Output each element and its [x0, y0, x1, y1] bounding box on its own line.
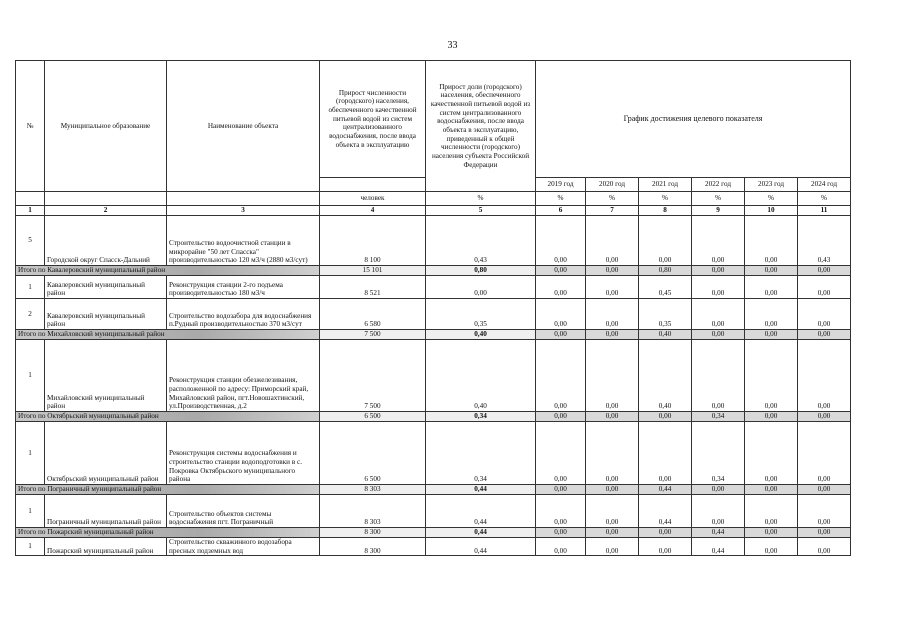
subtotal-year-value: 0,00 [536, 485, 586, 495]
row-population: 6 500 [320, 422, 426, 485]
unit-percent: % [426, 192, 536, 206]
row-share: 0,40 [426, 340, 536, 412]
row-year-value: 0,00 [692, 299, 745, 330]
row-share: 0,00 [426, 276, 536, 299]
header-object: Наименование объекта [167, 61, 320, 192]
row-year-value: 0,00 [745, 216, 798, 266]
row-number: 1 [16, 422, 45, 485]
row-number: 2 [16, 299, 45, 330]
header-year: 2024 год [798, 178, 851, 192]
row-year-value: 0,00 [536, 538, 586, 556]
row-share: 0,43 [426, 216, 536, 266]
row-year-value: 0,00 [536, 422, 586, 485]
subtotal-population: 8 303 [320, 485, 426, 495]
subtotal-row [16, 412, 851, 422]
table-body [16, 216, 851, 556]
row-population: 6 580 [320, 299, 426, 330]
row-population: 8 303 [320, 495, 426, 528]
row-number: 1 [16, 495, 45, 528]
header-schedule: График достижения целевого показателя [536, 61, 851, 178]
subtotal-share: 0,40 [426, 330, 536, 340]
subtotal-year-value: 0,00 [692, 330, 745, 340]
subtotal-year-value: 0,00 [798, 412, 851, 422]
subtotal-year-value: 0,00 [586, 485, 639, 495]
page-number: 33 [447, 40, 458, 51]
subtotal-label: Итого по Пожарский муниципальный район [16, 528, 320, 538]
subtotal-year-value: 0,44 [692, 528, 745, 538]
column-number: 2 [45, 206, 167, 216]
unit-year-percent: % [745, 192, 798, 206]
table-row [16, 299, 851, 330]
row-object-name: Строительство скважинного водозабора пресных подземных вод [167, 538, 320, 556]
row-share: 0,44 [426, 538, 536, 556]
row-year-value: 0,00 [692, 216, 745, 266]
table-row [16, 216, 851, 266]
subtotal-year-value: 0,00 [536, 330, 586, 340]
subtotal-year-value: 0,34 [692, 412, 745, 422]
row-year-value: 0,00 [586, 340, 639, 412]
table-row [16, 495, 851, 528]
subtotal-population: 6 500 [320, 412, 426, 422]
column-number: 3 [167, 206, 320, 216]
row-year-value: 0,00 [639, 422, 692, 485]
subtotal-year-value: 0,00 [745, 330, 798, 340]
row-year-value: 0,00 [536, 299, 586, 330]
row-object-name: Строительство водозабора для водоснабжения п.Рудный производительностью 370 м3/сут [167, 299, 320, 330]
header-units-row [16, 192, 851, 206]
subtotal-year-value: 0,00 [692, 266, 745, 276]
row-year-value: 0,00 [745, 340, 798, 412]
table-row [16, 538, 851, 556]
subtotal-year-value: 0,00 [536, 412, 586, 422]
subtotal-year-value: 0,00 [586, 412, 639, 422]
row-municipality: Кавалеровский муниципальный район [45, 299, 167, 330]
row-year-value: 0,00 [586, 299, 639, 330]
header-growth-share: Прирост доли (городского) населения, обеспеченного качественной питьевой водой из систем централизованного водоснабжения, после ввода объекта в эксплуатацию, приведенный к общей численности (городского) населения субъекта Российской Федерации [426, 61, 536, 192]
table-row [16, 340, 851, 412]
row-year-value: 0,45 [639, 276, 692, 299]
row-municipality: Пограничный муниципальный район [45, 495, 167, 528]
subtotal-label: Итого по Октябрьский муниципальный район [16, 412, 320, 422]
row-year-value: 0,00 [745, 299, 798, 330]
row-object-name: Реконструкция системы водоснабжения и строительство станции водоподготовки в с. Покровка Октябрьского муниципального района [167, 422, 320, 485]
row-share: 0,35 [426, 299, 536, 330]
subtotal-year-value: 0,00 [745, 528, 798, 538]
row-municipality: Городской округ Спасск-Дальний [45, 216, 167, 266]
unit-people: человек [320, 192, 426, 206]
subtotal-year-value: 0,00 [798, 330, 851, 340]
row-object-name: Реконструкция станции 2-го подъема производительностью 180 м3/ч [167, 276, 320, 299]
row-year-value: 0,00 [692, 340, 745, 412]
row-year-value: 0,00 [586, 422, 639, 485]
row-number: 5 [16, 216, 45, 266]
subtotal-label: Итого по Михайловский муниципальный район [16, 330, 320, 340]
subtotal-year-value: 0,00 [586, 528, 639, 538]
subtotal-row [16, 266, 851, 276]
column-number: 4 [320, 206, 426, 216]
subtotal-row [16, 485, 851, 495]
subtotal-share: 0,44 [426, 485, 536, 495]
row-year-value: 0,34 [692, 422, 745, 485]
column-number: 11 [798, 206, 851, 216]
row-year-value: 0,00 [745, 276, 798, 299]
column-number: 1 [16, 206, 45, 216]
subtotal-year-value: 0,00 [536, 528, 586, 538]
table-row [16, 422, 851, 485]
subtotal-year-value: 0,00 [745, 266, 798, 276]
table-row [16, 276, 851, 299]
row-year-value: 0,00 [745, 422, 798, 485]
row-municipality: Кавалеровский муниципальный район [45, 276, 167, 299]
subtotal-row [16, 330, 851, 340]
row-year-value: 0,00 [536, 495, 586, 528]
subtotal-population: 15 101 [320, 266, 426, 276]
row-year-value: 0,00 [639, 216, 692, 266]
column-number: 6 [536, 206, 586, 216]
row-year-value: 0,00 [745, 538, 798, 556]
subtotal-year-value: 0,00 [745, 412, 798, 422]
unit-empty-2 [45, 192, 167, 206]
header-year: 2019 год [536, 178, 586, 192]
subtotal-year-value: 0,00 [639, 412, 692, 422]
header-column-numbers-row [16, 206, 851, 216]
header-growth-population-spacer [320, 178, 426, 192]
row-year-value: 0,00 [586, 216, 639, 266]
subtotal-share: 0,44 [426, 528, 536, 538]
row-population: 8 100 [320, 216, 426, 266]
row-share: 0,44 [426, 495, 536, 528]
header-year: 2023 год [745, 178, 798, 192]
subtotal-year-value: 0,00 [798, 485, 851, 495]
subtotal-year-value: 0,80 [639, 266, 692, 276]
row-year-value: 0,00 [586, 538, 639, 556]
subtotal-year-value: 0,00 [586, 266, 639, 276]
header-year: 2021 год [639, 178, 692, 192]
row-number: 1 [16, 340, 45, 412]
row-population: 7 500 [320, 340, 426, 412]
column-number: 9 [692, 206, 745, 216]
row-number: 1 [16, 276, 45, 299]
unit-year-percent: % [536, 192, 586, 206]
unit-empty-3 [167, 192, 320, 206]
subtotal-label: Итого по Пограничный муниципальный район [16, 485, 320, 495]
row-object-name: Строительство объектов системы водоснабжения пгт. Пограничный [167, 495, 320, 528]
row-year-value: 0,00 [745, 495, 798, 528]
column-number: 7 [586, 206, 639, 216]
subtotal-year-value: 0,00 [692, 485, 745, 495]
row-share: 0,34 [426, 422, 536, 485]
row-year-value: 0,00 [798, 538, 851, 556]
subtotal-year-value: 0,44 [639, 485, 692, 495]
unit-year-percent: % [798, 192, 851, 206]
column-number: 8 [639, 206, 692, 216]
row-year-value: 0,43 [798, 216, 851, 266]
subtotal-year-value: 0,40 [639, 330, 692, 340]
row-year-value: 0,44 [692, 538, 745, 556]
row-year-value: 0,44 [639, 495, 692, 528]
subtotal-year-value: 0,00 [798, 528, 851, 538]
unit-empty-1 [16, 192, 45, 206]
row-year-value: 0,00 [798, 299, 851, 330]
unit-year-percent: % [586, 192, 639, 206]
subtotal-year-value: 0,00 [798, 266, 851, 276]
row-year-value: 0,00 [639, 538, 692, 556]
row-municipality: Пожарский муниципальный район [45, 538, 167, 556]
row-year-value: 0,40 [639, 340, 692, 412]
row-year-value: 0,00 [536, 340, 586, 412]
row-population: 8 300 [320, 538, 426, 556]
row-year-value: 0,00 [536, 216, 586, 266]
header-no: № [16, 61, 45, 192]
row-year-value: 0,00 [586, 495, 639, 528]
subtotal-year-value: 0,00 [745, 485, 798, 495]
header-municipality: Муниципальное образование [45, 61, 167, 192]
row-year-value: 0,00 [692, 495, 745, 528]
row-year-value: 0,00 [798, 422, 851, 485]
row-year-value: 0,00 [536, 276, 586, 299]
subtotal-share: 0,34 [426, 412, 536, 422]
unit-year-percent: % [639, 192, 692, 206]
row-object-name: Строительство водоочистной станции в микрорайне "50 лет Спасска" производительностью 120 м3/ч (2880 м3/сут) [167, 216, 320, 266]
subtotal-label: Итого по Кавалеровский муниципальный район [16, 266, 320, 276]
subtotal-row [16, 528, 851, 538]
row-municipality: Михайловский муниципальный район [45, 340, 167, 412]
row-object-name: Реконструкция станции обезжелезивания, расположенной по адресу: Приморский край, Михайловский район, пгт.Новошахтинский, ул.Производственная, д.2 [167, 340, 320, 412]
row-municipality: Октябрьский муниципальный район [45, 422, 167, 485]
unit-year-percent: % [692, 192, 745, 206]
subtotal-population: 8 300 [320, 528, 426, 538]
row-year-value: 0,00 [798, 276, 851, 299]
target-indicator-table [15, 60, 851, 556]
row-year-value: 0,00 [586, 276, 639, 299]
row-number: 1 [16, 538, 45, 556]
row-year-value: 0,00 [692, 276, 745, 299]
subtotal-year-value: 0,00 [639, 528, 692, 538]
row-year-value: 0,00 [798, 340, 851, 412]
subtotal-share: 0,80 [426, 266, 536, 276]
subtotal-population: 7 500 [320, 330, 426, 340]
header-year: 2022 год [692, 178, 745, 192]
subtotal-year-value: 0,00 [536, 266, 586, 276]
header-year: 2020 год [586, 178, 639, 192]
subtotal-year-value: 0,00 [586, 330, 639, 340]
header-growth-population: Прирост численности (городского) населения, обеспеченного качественной питьевой водой из систем централизованного водоснабжения, после ввода объекта в эксплуатацию [320, 61, 426, 178]
row-year-value: 0,00 [798, 495, 851, 528]
row-year-value: 0,35 [639, 299, 692, 330]
row-population: 8 521 [320, 276, 426, 299]
column-number: 10 [745, 206, 798, 216]
column-number: 5 [426, 206, 536, 216]
